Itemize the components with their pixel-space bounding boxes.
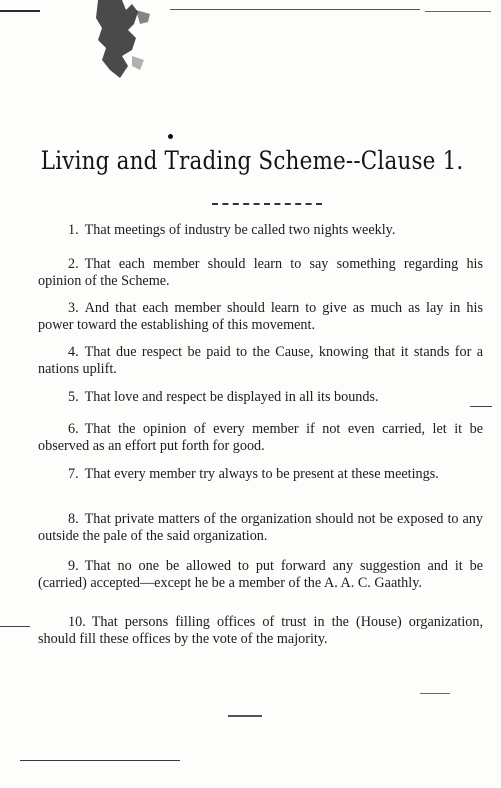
clause-item xyxy=(38,222,483,239)
clause-number: 7. xyxy=(68,466,79,482)
clause-item xyxy=(38,466,483,483)
clause-item xyxy=(38,421,483,455)
top-edge-mark-center xyxy=(170,9,420,10)
scan-mark-right xyxy=(420,693,450,694)
margin-mark-right xyxy=(470,406,492,407)
clause-number: 2. xyxy=(68,256,79,272)
clause-number: 8. xyxy=(68,511,79,527)
clause-text: That meetings of industry be called two nights weekly. xyxy=(84,222,396,238)
clause-item xyxy=(38,300,483,334)
clause-text: That love and respect be displayed in all its bounds. xyxy=(84,389,379,405)
document-title: Living and Trading Scheme--Clause 1. xyxy=(40,146,464,175)
clause-number: 3. xyxy=(68,300,79,316)
clause-number: 4. xyxy=(68,344,79,360)
scan-mark-mid xyxy=(228,715,262,717)
clause-text: That due respect be paid to the Cause, knowing that it stands for a nations uplift. xyxy=(38,344,483,377)
clause-text: That persons filling offices of trust in the (House) organization, should fill these offices by the vote of the majority. xyxy=(38,614,483,647)
ink-dot xyxy=(168,134,173,139)
clause-text: That each member should learn to say something regarding his opinion of the Scheme. xyxy=(38,256,483,289)
bottom-edge-line xyxy=(20,760,180,761)
clause-item xyxy=(38,389,483,406)
clause-number: 10. xyxy=(68,614,86,630)
clause-number: 6. xyxy=(68,421,79,437)
title-underline xyxy=(212,203,322,205)
top-edge-mark-right xyxy=(425,11,491,12)
top-edge-mark-left xyxy=(0,10,40,12)
clause-item xyxy=(38,614,483,648)
clause-text: That every member try always to be present at these meetings. xyxy=(84,466,439,482)
clause-text: And that each member should learn to give as much as lay in his power toward the establishing of this movement. xyxy=(38,300,483,333)
clause-number: 9. xyxy=(68,558,79,574)
ink-smudge xyxy=(92,0,162,78)
clause-text: That the opinion of every member if not even carried, let it be observed as an effort put forth for good. xyxy=(38,421,483,454)
clause-item xyxy=(38,344,483,378)
clause-number: 1. xyxy=(68,222,79,238)
clause-item xyxy=(38,256,483,290)
clause-item xyxy=(38,558,483,592)
clause-text: That no one be allowed to put forward any suggestion and it be (carried) accepted—except he be a member of the A. A. C. Gaathly. xyxy=(38,558,483,591)
margin-mark-left xyxy=(0,626,30,627)
clause-number: 5. xyxy=(68,389,79,405)
clause-text: That private matters of the organization should not be exposed to any outside the pale of the said organization. xyxy=(38,511,483,544)
clause-item xyxy=(38,511,483,545)
